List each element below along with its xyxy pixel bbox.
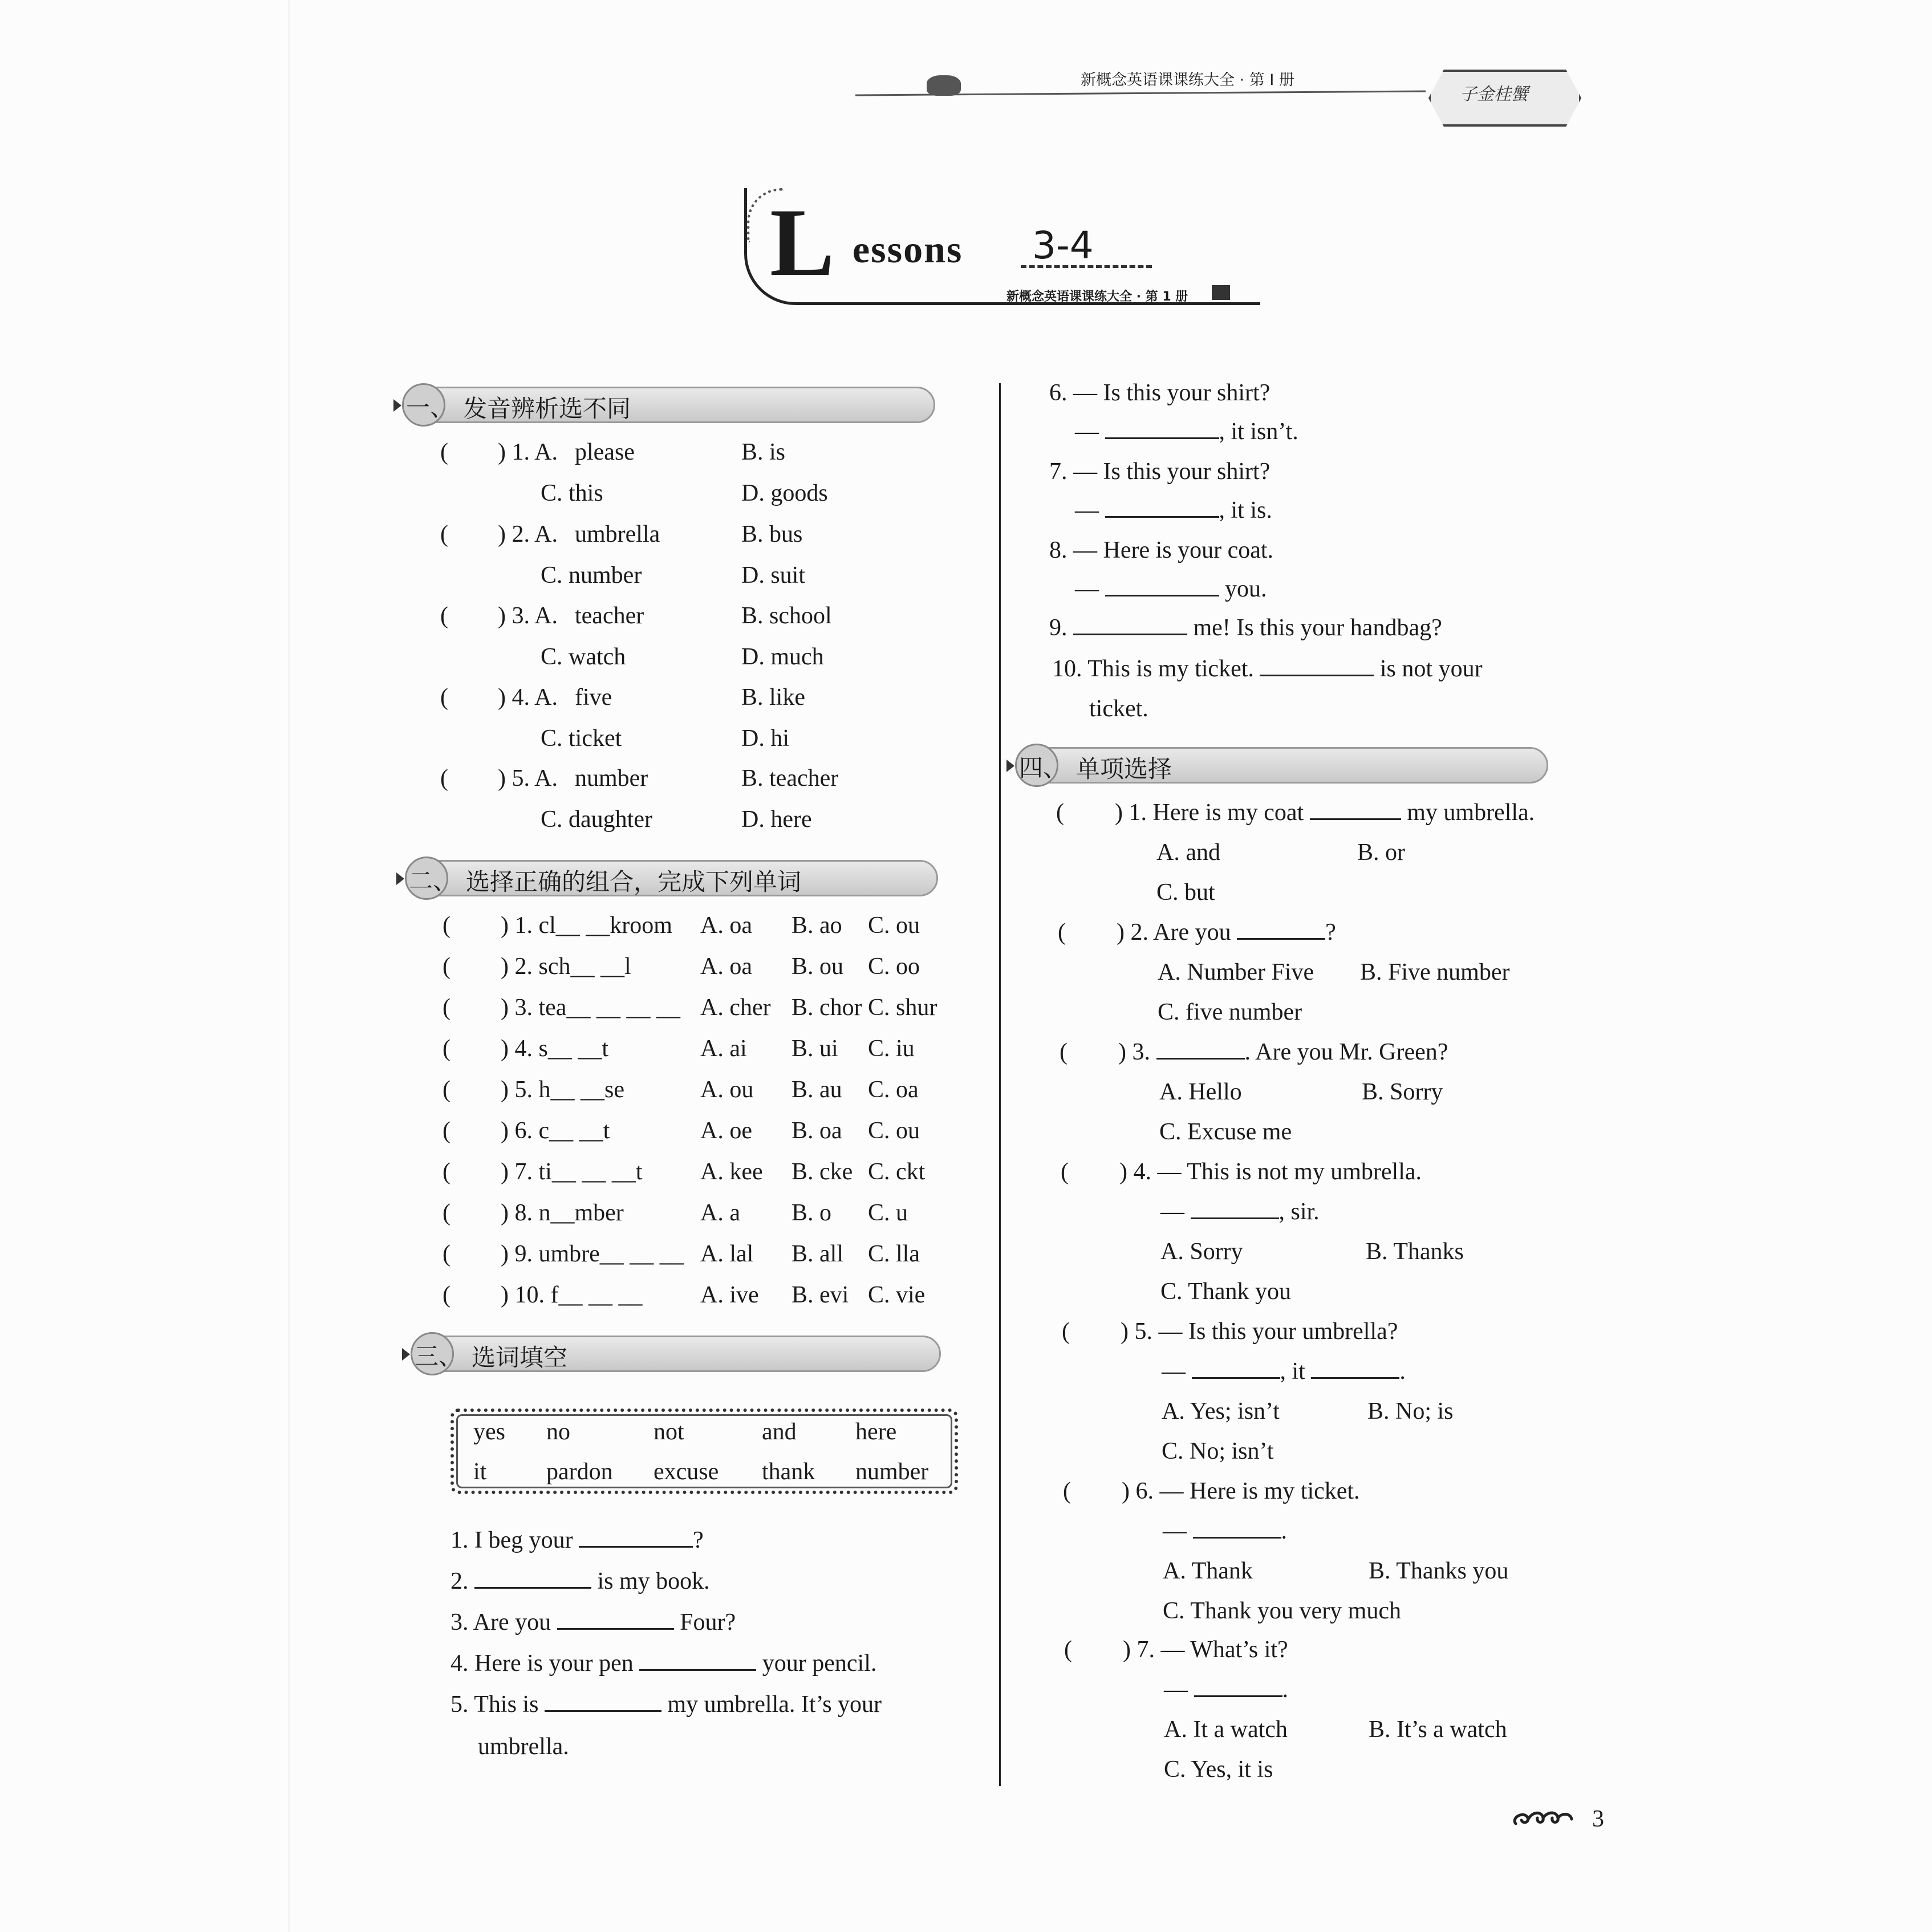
- option-a: A. lal: [700, 1241, 754, 1267]
- word-bank-word: it: [473, 1459, 487, 1485]
- option-c: C. watch: [541, 644, 626, 670]
- answer-paren: (: [1056, 799, 1064, 826]
- option-b: B. school: [741, 603, 832, 629]
- fill-item-3: 3. Are you Four?: [450, 1609, 736, 1635]
- answer-paren: (: [443, 1118, 450, 1144]
- question-number: ) 5. A.: [498, 765, 558, 792]
- option-a: A. Sorry: [1160, 1239, 1243, 1265]
- section-arrow-icon: [393, 399, 401, 412]
- fill-item-7-answer: — , it is.: [1075, 497, 1272, 523]
- option-b: B. bus: [741, 521, 803, 547]
- question-text: ) 10. f__ __ __: [501, 1282, 643, 1308]
- section-number: 一、: [406, 393, 454, 421]
- fill-item-6-answer: — , it isn’t.: [1075, 419, 1298, 445]
- mc-question-7: ) 7. — What’s it?: [1123, 1637, 1288, 1663]
- mc-question-6: ) 6. — Here is my ticket.: [1122, 1478, 1360, 1504]
- option-a: A. ou: [700, 1077, 754, 1103]
- section-arrow-icon: [1006, 760, 1014, 772]
- answer-blank[interactable]: [1191, 1200, 1279, 1219]
- section-arrow-icon: [396, 872, 404, 885]
- page-edge: [288, 0, 290, 1932]
- answer-paren: (: [443, 953, 450, 980]
- mc-question-4: ) 4. — This is not my umbrella.: [1119, 1159, 1422, 1185]
- answer-paren: (: [440, 521, 448, 547]
- question-text: ) 1. cl__ __kroom: [501, 912, 672, 939]
- question-text: ) 9. umbre__ __ __: [501, 1241, 684, 1267]
- answer-blank[interactable]: [1105, 578, 1219, 596]
- answer-blank[interactable]: [579, 1529, 693, 1548]
- option-a: A. It a watch: [1164, 1716, 1288, 1743]
- section-title: 单项选择: [1076, 755, 1172, 783]
- option-b: B. evi: [792, 1282, 849, 1308]
- answer-paren: (: [443, 1159, 450, 1185]
- lesson-title-numbers: 3-4: [1032, 224, 1094, 267]
- option-b: B. Five number: [1360, 959, 1510, 985]
- section-title: 选择正确的组合，完成下列单词: [466, 868, 802, 896]
- fill-item-6-question: 6. — Is this your shirt?: [1049, 380, 1271, 406]
- option-b: B. Thanks: [1366, 1239, 1464, 1265]
- answer-paren: (: [443, 1036, 450, 1062]
- header-book-title: 新概念英语课课练大全 · 第 I 册: [1081, 71, 1294, 89]
- answer-blank[interactable]: [639, 1652, 756, 1671]
- fill-item-10-continuation: ticket.: [1089, 696, 1148, 722]
- option-a: umbrella: [575, 521, 660, 547]
- section-number: 四、: [1019, 754, 1068, 782]
- answer-paren: (: [1063, 1478, 1071, 1504]
- option-a: please: [575, 439, 635, 465]
- answer-blank[interactable]: [557, 1611, 674, 1630]
- option-c: C. Thank you: [1160, 1278, 1292, 1305]
- fill-item-9: 9. me! Is this your handbag?: [1049, 615, 1442, 641]
- option-a: A. cher: [700, 995, 771, 1021]
- subtitle-block-icon: [1212, 285, 1230, 300]
- answer-blank[interactable]: [474, 1570, 591, 1589]
- answer-blank[interactable]: [1156, 1041, 1245, 1060]
- mc-question-3: ) 3. . Are you Mr. Green?: [1118, 1039, 1448, 1065]
- option-c: C. vie: [868, 1282, 926, 1308]
- answer-blank[interactable]: [545, 1693, 661, 1712]
- option-b: B. o: [792, 1200, 832, 1226]
- option-b: B. or: [1357, 839, 1405, 866]
- lesson-title-initial: L: [770, 189, 835, 296]
- answer-paren: (: [1064, 1637, 1072, 1663]
- fill-item-7-question: 7. — Is this your shirt?: [1049, 458, 1271, 485]
- answer-blank[interactable]: [1193, 1520, 1281, 1539]
- option-d: D. goods: [741, 480, 828, 506]
- option-d: D. hi: [741, 725, 789, 752]
- option-a: A. oa: [700, 953, 752, 980]
- title-dashed-underline: [1021, 265, 1152, 268]
- answer-paren: (: [443, 995, 450, 1021]
- option-b: B. No; is: [1367, 1398, 1454, 1424]
- answer-paren: (: [443, 1200, 450, 1226]
- option-d: D. suit: [741, 562, 806, 588]
- option-a: A. and: [1156, 839, 1220, 866]
- lesson-subtitle: 新概念英语课课练大全 · 第 1 册: [1006, 290, 1188, 304]
- option-b: B. ui: [792, 1036, 838, 1062]
- option-c: C. Yes, it is: [1164, 1756, 1273, 1783]
- option-c: C. daughter: [541, 806, 652, 833]
- answer-blank[interactable]: [1105, 420, 1219, 439]
- option-c: C. but: [1156, 879, 1215, 906]
- word-bank-word: here: [855, 1419, 897, 1445]
- option-c: C. lla: [868, 1241, 920, 1267]
- mc-question-2: ) 2. Are you ?: [1117, 919, 1336, 945]
- section-title: 选词填空: [472, 1344, 568, 1371]
- answer-blank[interactable]: [1311, 1360, 1399, 1379]
- option-b: B. all: [792, 1241, 843, 1267]
- mc-question-1: ) 1. Here is my coat my umbrella.: [1115, 799, 1535, 826]
- column-divider: [999, 383, 1001, 1786]
- section-title: 发音辨析选不同: [463, 395, 631, 423]
- option-b: B. teacher: [741, 765, 839, 792]
- fill-item-2: 2. is my book.: [450, 1568, 710, 1594]
- answer-paren: (: [1062, 1318, 1070, 1345]
- question-number: ) 4. A.: [498, 684, 558, 711]
- option-b: B. It’s a watch: [1369, 1716, 1507, 1743]
- answer-paren: (: [440, 603, 448, 629]
- option-d: D. here: [741, 806, 812, 833]
- question-text: ) 6. c__ __t: [501, 1118, 610, 1144]
- option-c: C. number: [541, 562, 642, 588]
- option-c: C. ou: [868, 912, 920, 939]
- option-c: C. this: [541, 480, 603, 506]
- question-text: ) 5. h__ __se: [501, 1077, 624, 1103]
- question-number: ) 3. A.: [498, 603, 558, 629]
- option-a: five: [575, 684, 612, 711]
- option-b: B. Sorry: [1362, 1079, 1443, 1105]
- mc-question-5: ) 5. — Is this your umbrella?: [1121, 1318, 1398, 1345]
- section-arrow-icon: [402, 1348, 410, 1361]
- option-c: C. ticket: [541, 725, 622, 752]
- page-number: 3: [1592, 1806, 1604, 1832]
- question-number: ) 2. A.: [498, 521, 558, 547]
- page-ornament-icon: [1511, 1807, 1574, 1829]
- option-b: B. au: [792, 1077, 842, 1103]
- answer-paren: (: [443, 912, 450, 939]
- option-b: B. like: [741, 684, 805, 711]
- option-b: B. oa: [792, 1118, 842, 1144]
- answer-paren: (: [440, 439, 448, 465]
- option-b: B. ou: [792, 953, 844, 980]
- option-c: C. Excuse me: [1159, 1119, 1292, 1145]
- word-bank-word: yes: [473, 1419, 505, 1445]
- question-text: ) 8. n__mber: [501, 1200, 624, 1226]
- answer-blank[interactable]: [1310, 801, 1401, 820]
- section-number: 三、: [415, 1342, 463, 1370]
- answer-blank[interactable]: [1260, 657, 1374, 676]
- option-c: C. oo: [868, 953, 920, 980]
- option-b: B. ao: [792, 912, 842, 939]
- answer-paren: (: [1058, 919, 1066, 945]
- option-c: C. Thank you very much: [1163, 1598, 1401, 1624]
- question-number: ) 1. A.: [498, 439, 558, 465]
- word-bank-word: no: [546, 1419, 570, 1445]
- answer-paren: (: [440, 765, 448, 792]
- option-c: C. No; isn’t: [1162, 1438, 1274, 1464]
- option-a: number: [575, 765, 648, 792]
- option-b: B. is: [741, 439, 786, 465]
- option-c: C. ou: [868, 1118, 920, 1144]
- option-a: A. kee: [700, 1159, 763, 1185]
- header-decoration-icon: [927, 75, 961, 96]
- option-a: teacher: [575, 603, 644, 629]
- question-text: ) 3. tea__ __ __ __: [501, 995, 680, 1021]
- option-c: C. shur: [868, 995, 937, 1021]
- answer-paren: (: [1060, 1039, 1068, 1065]
- header-logo-text: 子金桂蟹: [1460, 84, 1528, 104]
- word-bank-word: not: [654, 1419, 684, 1445]
- option-a: A. Yes; isn’t: [1162, 1398, 1280, 1424]
- answer-paren: (: [443, 1241, 450, 1267]
- option-c: C. iu: [868, 1036, 915, 1062]
- fill-item-10: 10. This is my ticket. is not your: [1052, 656, 1483, 682]
- option-a: A. Hello: [1159, 1079, 1242, 1105]
- word-bank-word: and: [762, 1419, 797, 1445]
- option-a: A. Thank: [1163, 1558, 1253, 1584]
- option-a: A. Number Five: [1158, 959, 1314, 985]
- mc-question-4-reply: — , sir.: [1160, 1199, 1320, 1225]
- option-a: A. oe: [700, 1118, 752, 1144]
- option-b: B. Thanks you: [1369, 1558, 1509, 1584]
- answer-paren: (: [443, 1282, 450, 1308]
- lesson-title-word: essons: [853, 228, 963, 271]
- mc-question-5-reply: — , it .: [1162, 1358, 1406, 1385]
- answer-blank[interactable]: [1073, 616, 1187, 635]
- answer-blank[interactable]: [1237, 921, 1325, 940]
- mc-question-6-reply: — .: [1163, 1518, 1287, 1544]
- fill-item-8-question: 8. — Here is your coat.: [1049, 537, 1274, 563]
- option-d: D. much: [741, 644, 824, 670]
- option-a: A. a: [700, 1200, 740, 1226]
- fill-item-5: 5. This is my umbrella. It’s your: [450, 1691, 882, 1718]
- fill-item-8-answer: — you.: [1075, 576, 1267, 602]
- question-text: ) 2. sch__ __l: [501, 953, 631, 980]
- answer-blank[interactable]: [1192, 1360, 1280, 1379]
- fill-item-1: 1. I beg your ?: [450, 1527, 704, 1553]
- answer-paren: (: [440, 684, 448, 711]
- option-a: A. ive: [700, 1282, 759, 1308]
- word-bank-word: number: [855, 1459, 929, 1485]
- word-bank-word: pardon: [546, 1459, 613, 1485]
- option-c: C. five number: [1158, 999, 1302, 1025]
- option-c: C. u: [868, 1200, 908, 1226]
- option-b: B. chor: [792, 995, 862, 1021]
- option-c: C. ckt: [868, 1159, 926, 1185]
- fill-item-5-continuation: umbrella.: [478, 1734, 569, 1760]
- question-text: ) 4. s__ __t: [501, 1036, 608, 1062]
- fill-item-4: 4. Here is your pen your pencil.: [450, 1650, 877, 1677]
- word-bank-word: excuse: [654, 1459, 719, 1485]
- question-text: ) 7. ti__ __ __t: [501, 1159, 643, 1185]
- mc-question-7-reply: — .: [1164, 1677, 1288, 1703]
- answer-paren: (: [1061, 1159, 1069, 1185]
- answer-blank[interactable]: [1105, 499, 1219, 518]
- option-c: C. oa: [868, 1077, 919, 1103]
- section-number: 二、: [409, 867, 457, 895]
- answer-paren: (: [443, 1077, 450, 1103]
- option-a: A. ai: [700, 1036, 747, 1062]
- answer-blank[interactable]: [1194, 1678, 1282, 1697]
- word-bank-word: thank: [762, 1459, 815, 1485]
- option-a: A. oa: [700, 912, 752, 939]
- option-b: B. cke: [792, 1159, 853, 1185]
